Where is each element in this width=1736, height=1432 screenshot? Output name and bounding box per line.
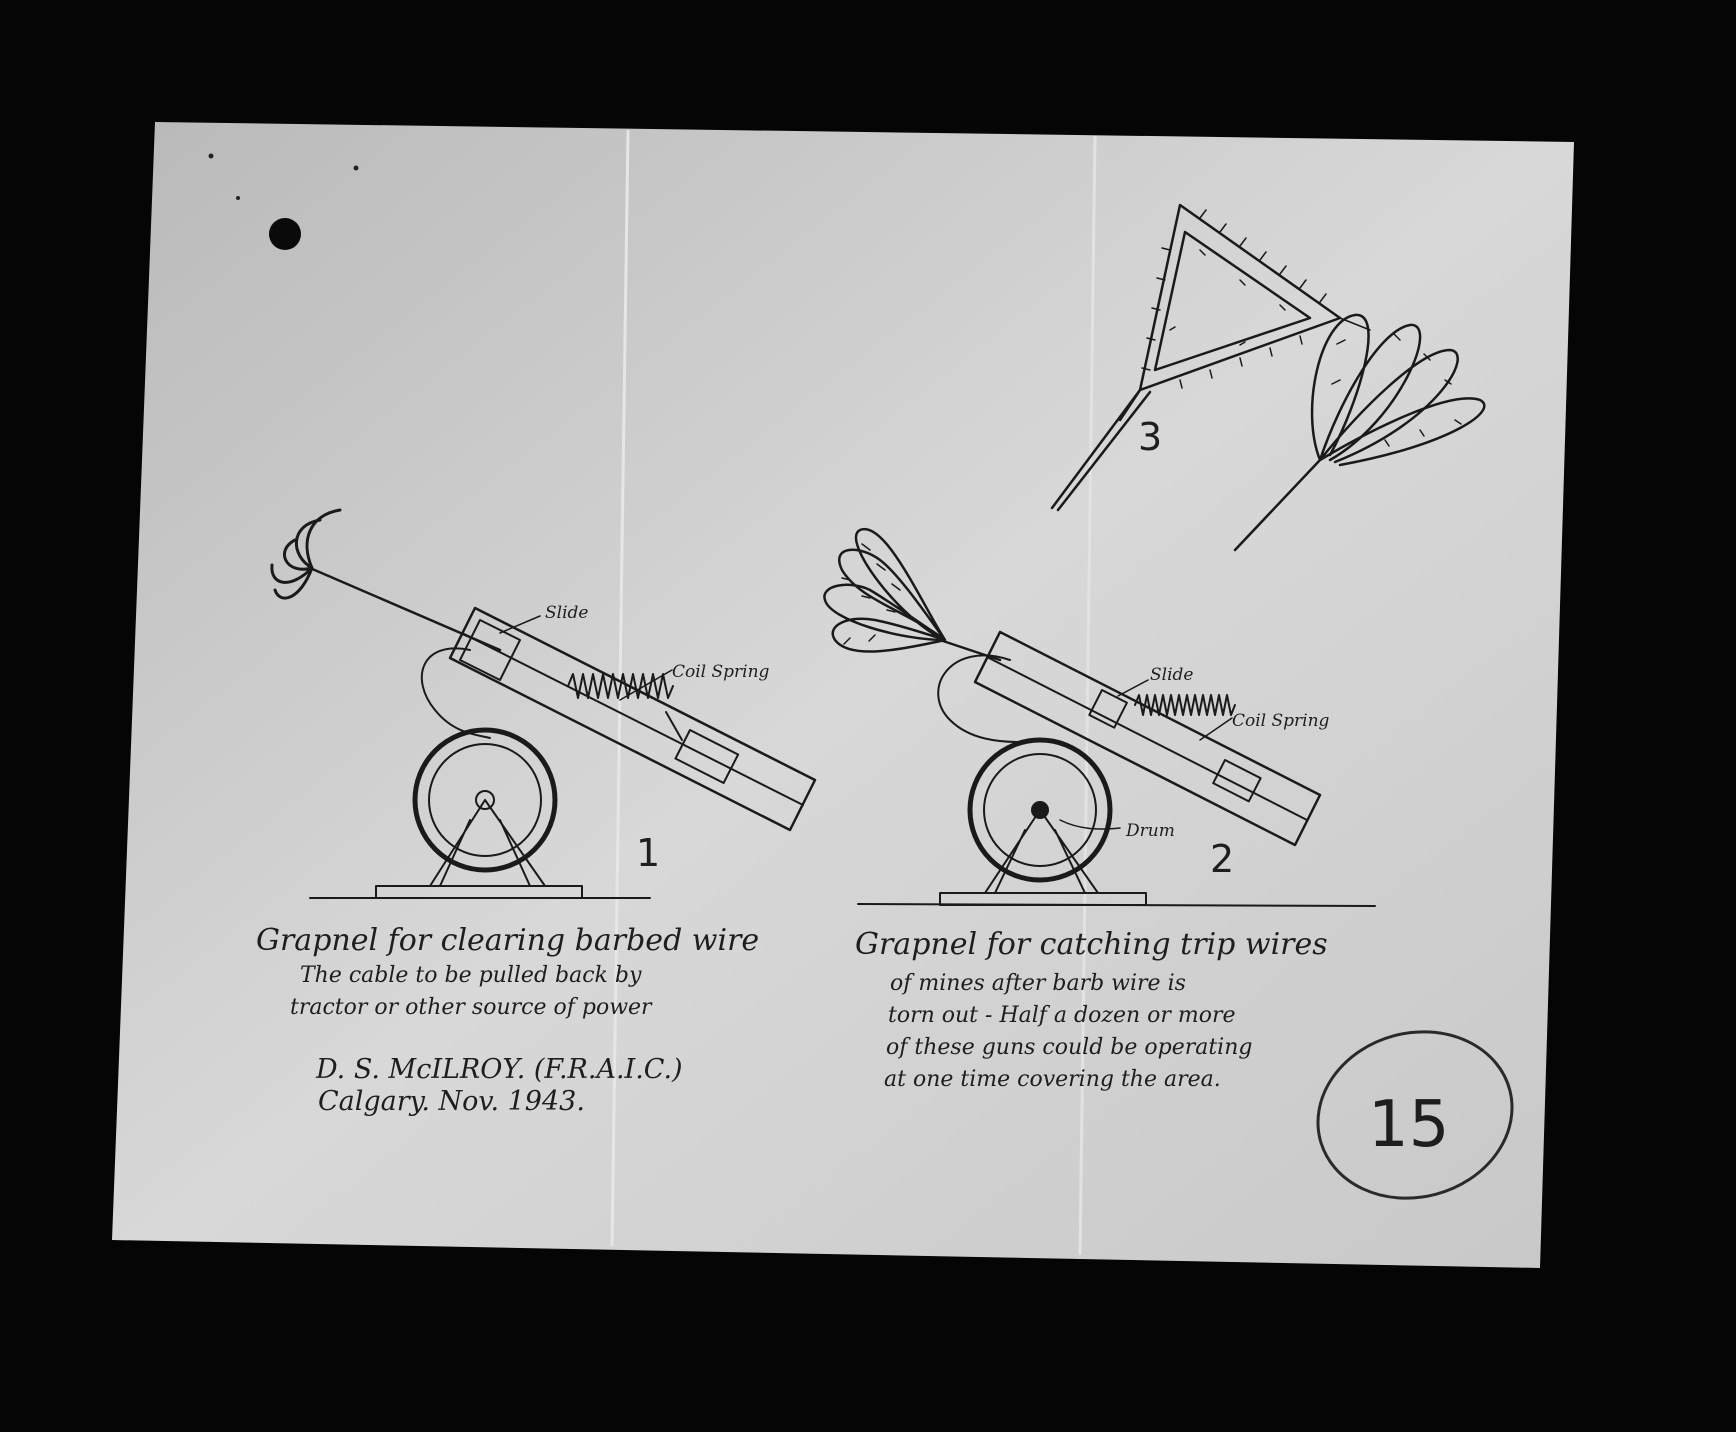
fig1-caption-title: Grapnel for clearing barbed wire bbox=[256, 923, 760, 958]
fig2-caption-line: of mines after barb wire is bbox=[890, 971, 1186, 996]
fig1-caption-line: The cable to be pulled back by bbox=[300, 963, 642, 988]
fig2-spring-label: Coil Spring bbox=[1232, 711, 1330, 731]
speck bbox=[354, 166, 359, 171]
signature-place-date: Calgary. Nov. 1943. bbox=[318, 1086, 585, 1117]
punch-hole bbox=[269, 218, 301, 250]
fig2-caption-line: of these guns could be operating bbox=[886, 1035, 1253, 1060]
speck bbox=[236, 196, 240, 200]
fig3-number: 3 bbox=[1138, 415, 1163, 459]
fig1-spring-label: Coil Spring bbox=[672, 662, 770, 682]
fig1-caption-line: tractor or other source of power bbox=[290, 995, 652, 1020]
fig2-number: 2 bbox=[1210, 837, 1235, 881]
fig1-number: 1 bbox=[636, 831, 661, 875]
archive-number: 15 bbox=[1368, 1088, 1450, 1162]
fig2-slide-label: Slide bbox=[1150, 665, 1194, 685]
fig2-caption-title: Grapnel for catching trip wires bbox=[855, 927, 1328, 962]
speck bbox=[209, 154, 214, 159]
fig2-caption-line: at one time covering the area. bbox=[884, 1067, 1221, 1092]
fig2-caption-line: torn out - Half a dozen or more bbox=[888, 1003, 1236, 1028]
signature-name: D. S. McILROY. (F.R.A.I.C.) bbox=[316, 1054, 683, 1085]
fig1-slide-label: Slide bbox=[545, 603, 589, 623]
fig2-drum-label: Drum bbox=[1126, 821, 1175, 841]
